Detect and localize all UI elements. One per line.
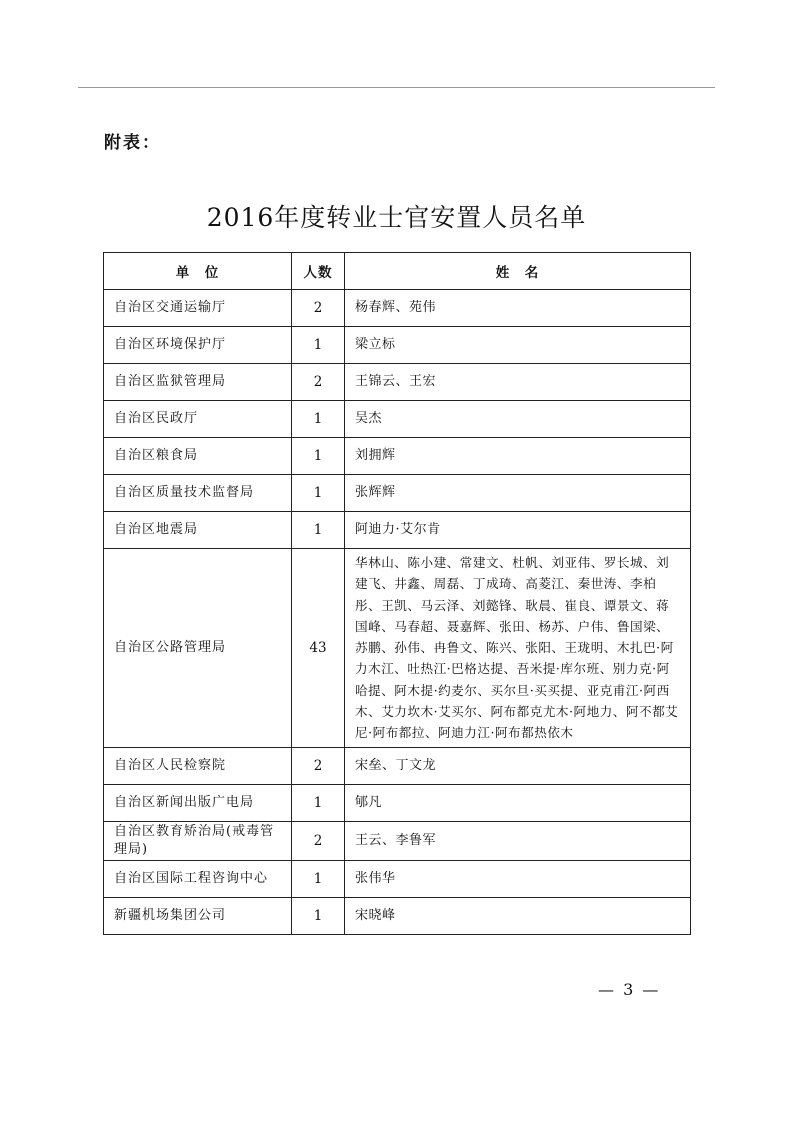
table-row: [104, 549, 691, 748]
row-unit: 自治区公路管理局: [104, 549, 292, 748]
row-unit: 自治区人民检察院: [104, 747, 292, 784]
row-count: 1: [292, 438, 345, 475]
row-names: 王云、李鲁军: [345, 821, 691, 860]
row-count: 1: [292, 512, 345, 549]
row-unit: 自治区质量技术监督局: [104, 475, 292, 512]
page-number: — 3 —: [598, 980, 661, 999]
row-unit: 自治区交通运输厅: [104, 290, 292, 327]
document-title: 2016年度转业士官安置人员名单: [206, 203, 587, 232]
row-names: 华林山、陈小建、常建文、杜帆、刘亚伟、罗长城、刘建飞、井鑫、周磊、丁成琦、高菱江、秦世涛、李柏彤、王凯、马云泽、刘懿锋、耿晨、崔良、谭景文、蒋国峰、马春超、聂嘉辉、张田、杨苏、户伟、鲁国梁、苏鹏、孙伟、冉鲁文、陈兴、张阳、王珑明、木扎巴·阿力木江、吐热江·巴格达提、吾米提·库尔班、别力克·阿哈提、阿木提·约麦尔、买尔旦·买买提、亚克甫江·阿西木、艾力坎木·艾买尔、阿布都克尤木·阿地力、阿不都艾尼·阿布都拉、阿迪力江·阿布都热依木: [345, 549, 691, 748]
row-names: 张伟华: [345, 860, 691, 897]
row-count: 43: [292, 549, 345, 748]
row-count: 2: [292, 364, 345, 401]
header-names: 姓 名: [345, 253, 691, 290]
table-row: [104, 401, 691, 438]
table-row: [104, 364, 691, 401]
table-row: [104, 897, 691, 934]
row-count: 1: [292, 860, 345, 897]
table-row: [104, 784, 691, 821]
table-row: [104, 327, 691, 364]
appendix-label: 附表：: [104, 133, 161, 153]
row-count: 1: [292, 897, 345, 934]
row-names: 刘拥辉: [345, 438, 691, 475]
row-unit: 自治区环境保护厅: [104, 327, 292, 364]
table-row: [104, 438, 691, 475]
header-unit: 单 位: [104, 253, 292, 290]
row-names: 宋垒、丁文龙: [345, 747, 691, 784]
row-unit: 自治区教育矫治局(戒毒管理局): [104, 821, 292, 860]
row-count: 1: [292, 327, 345, 364]
header-rule: [78, 87, 715, 88]
row-names: 吴杰: [345, 401, 691, 438]
roster-table: [103, 252, 691, 935]
row-names: 阿迪力·艾尔肯: [345, 512, 691, 549]
header-count: 人数: [292, 253, 345, 290]
row-unit: 自治区地震局: [104, 512, 292, 549]
row-names: 杨春辉、苑伟: [345, 290, 691, 327]
row-unit: 自治区粮食局: [104, 438, 292, 475]
row-names: 张辉辉: [345, 475, 691, 512]
row-count: 2: [292, 747, 345, 784]
row-unit: 自治区国际工程咨询中心: [104, 860, 292, 897]
row-names: 宋晓峰: [345, 897, 691, 934]
row-unit: 自治区民政厅: [104, 401, 292, 438]
row-names: 梁立标: [345, 327, 691, 364]
row-names: 王锦云、王宏: [345, 364, 691, 401]
table-row: [104, 512, 691, 549]
row-count: 1: [292, 784, 345, 821]
table-row: [104, 821, 691, 860]
table-row: [104, 747, 691, 784]
table-row: [104, 290, 691, 327]
row-unit: 自治区新闻出版广电局: [104, 784, 292, 821]
table-row: [104, 860, 691, 897]
row-count: 1: [292, 401, 345, 438]
row-count: 1: [292, 475, 345, 512]
row-unit: 自治区监狱管理局: [104, 364, 292, 401]
row-count: 2: [292, 290, 345, 327]
row-count: 2: [292, 821, 345, 860]
row-unit: 新疆机场集团公司: [104, 897, 292, 934]
row-names: 郇凡: [345, 784, 691, 821]
table-header-row: [104, 253, 691, 290]
table-row: [104, 475, 691, 512]
